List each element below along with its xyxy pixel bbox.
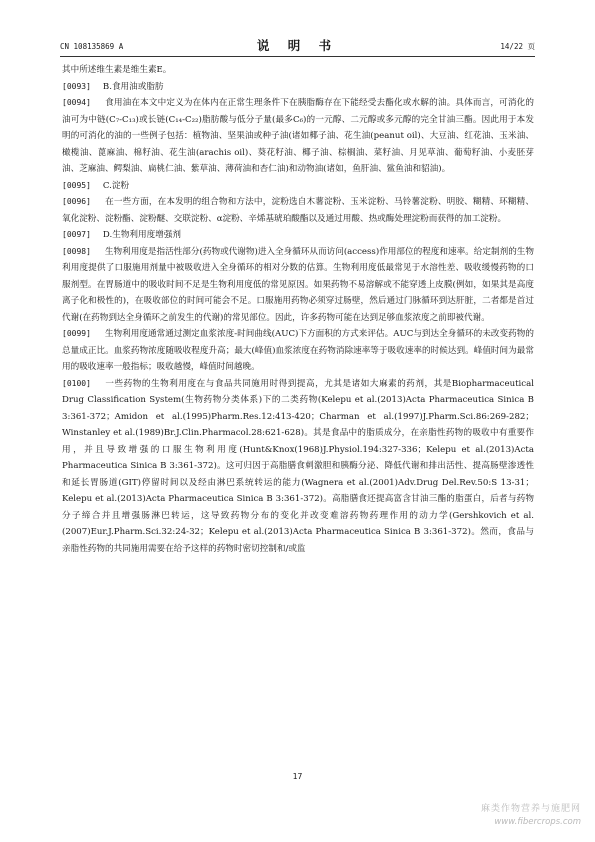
- paragraph-text: 生物利用度通常通过测定血浆浓度-时间曲线(AUC)下方面积的方式来评估。AUC与到达全身循环的未改变药物的总量成正比。血浆药物浓度随吸收程度升高；最大(峰值)血浆浓度在药物消除速率等于吸收速率的时候达到。峰值时间为最常用的吸收速率一般指标；吸收越慢，峰值时间越晚。: [62, 329, 534, 372]
- paragraph-number: [0099]: [62, 329, 91, 338]
- paragraph-text: 食用油在本文中定义为在体内在正常生理条件下在胰脂酶存在下能经受去酯化或水解的油。具体而言，可消化的油可为中链(C₇-C₁₃)或长链(C₁₄-C₂₂)脂肪酸与低分子量(最多C₆)的一元醇、二元醇或多元醇的完全甘油三酯。因此用于本发明的可消化的油的一些例子包括：植物油、坚果油或种子油(诸如椰子油、花生油(peanut oil)、大豆油、红花油、玉米油、橄榄油、蓖麻油、棉籽油、花生油(arachis oil)、葵花籽油、椰子油、棕榈油、菜籽油、月见草油、葡萄籽油、小麦胚芽油、芝麻油、鳄梨油、扁桃仁油、紫草油、薄荷油和杏仁油)和动物油(诸如，鱼肝油、鲨鱼油和貂油)。: [62, 98, 534, 174]
- lead-sentence: 其中所述维生素是维生素E。: [62, 65, 172, 75]
- watermark-text: 麻类作物营养与施肥网: [480, 804, 581, 814]
- page-number: 17: [292, 772, 303, 781]
- paragraph-0099: [62, 326, 534, 376]
- document-title: 说 明 书: [256, 38, 339, 53]
- publication-number: CN 108135869 A: [60, 42, 124, 51]
- heading-text: B.食用油或脂肪: [102, 81, 164, 92]
- paragraph-0100: [62, 376, 534, 558]
- document-body: [62, 62, 534, 557]
- paragraph-0096: [62, 194, 534, 227]
- paragraph-text: 在一些方面，在本发明的组合物和方法中，淀粉选自木薯淀粉、玉米淀粉、马铃薯淀粉、明胶、糊精、环糊精、氧化淀粉、淀粉酯、淀粉醚、交联淀粉、α淀粉、辛烯基琥珀酸酯以及通过用酸、热或酶处理淀粉而获得的加工淀粉。: [62, 197, 534, 224]
- section-heading-b: [62, 79, 534, 96]
- paragraph-0098: [62, 244, 534, 327]
- page-of-total: 14/22 页: [500, 42, 535, 51]
- header-rule: [60, 56, 535, 57]
- heading-text: D.生物利用度增强剂: [102, 230, 181, 240]
- paragraph-text: 一些药物的生物利用度在与食品共同施用时得到提高，尤其是诸如大麻素的药剂，其是Biopharmaceutical Drug Classification System(生物药物分类体系)下的二类药物(Kelepu et al.(2013)Acta Pharmaceutica Sinica B 3:361-372；Amidon et al.(1995)Pharm.Res.12:413-420；Charman et al.(1997)J.Pharm.Sci.86:269-282；Winstanley et al.(1989)Br.J.Clin.Pharmacol.28:621-628)。其是食品中的脂质成分，在亲脂性药物的吸收中有重要作用，并且导致增强的口服生物利用度(Hunt&Knox(1968)J.Physiol.194:327-336；Kelepu et al.(2013)Acta Pharmaceutica Sinica B 3:361-372)。这可归因于高脂膳食刺激胆和胰酶分泌、降低代谢和排出活性、提高肠壁渗透性和延长胃肠道(GIT)停留时间以及经由淋巴系统转运的能力(Wagnera et al.(2001)Adv.Drug Del.Rev.50:S 13-31；Kelepu et al.(2013)Acta Pharmaceutica Sinica B 3:361-372)。高脂膳食还提高富含甘油三酯的脂蛋白，后者与药物分子缔合并且增强肠淋巴转运，这导致药物分布的变化并改变难溶药物药理作用的动力学(Gershkovich et al.(2007)Eur.J.Pharm.Sci.32:24-32；Kelepu et al.(2013)Acta Pharmaceutica Sinica B 3:361-372)。然而，食品与亲脂性药物的共同施用需要在给予这样的药物时密切控制和/或监: [62, 378, 534, 554]
- section-heading-d: [62, 227, 534, 244]
- watermark-url: www.fibercrops.com: [494, 817, 581, 827]
- paragraph-number: [0093]: [62, 81, 91, 91]
- section-heading-c: [62, 178, 534, 195]
- paragraph-number: [0100]: [62, 378, 91, 388]
- site-watermark: [481, 803, 581, 828]
- heading-text: C.淀粉: [102, 180, 130, 191]
- paragraph-number: [0098]: [62, 246, 91, 256]
- paragraph-number: [0096]: [62, 197, 91, 206]
- paragraph-text: 生物利用度是指活性部分(药物或代谢物)进入全身循环从而访问(access)作用部位的程度和速率。给定制剂的生物利用度提供了口服施用剂量中被吸收进入全身循环的相对分数的估算。生物利用度低最常见于水溶性差、吸收缓慢药物的口服剂型。在胃肠道中的吸收时间不足是生物利用度低的常见原因。如果药物不易溶解或不能穿透上皮膜(例如，如果其是高度离子化和极性的)，在吸收部位的时间可能会不足。口服施用药物必须穿过肠壁，然后通过门脉循环到达肝脏，二者都是首过代谢(在药物到达全身循环之前发生的代谢)的常见部位。因此，许多药物可能在达到足够血浆浓度之前即被代谢。: [62, 246, 534, 323]
- paragraph-number: [0097]: [62, 230, 91, 239]
- paragraph-number: [0094]: [62, 98, 91, 107]
- paragraph-0094: [62, 95, 534, 178]
- paragraph-number: [0095]: [62, 180, 91, 190]
- page-header: [60, 34, 535, 54]
